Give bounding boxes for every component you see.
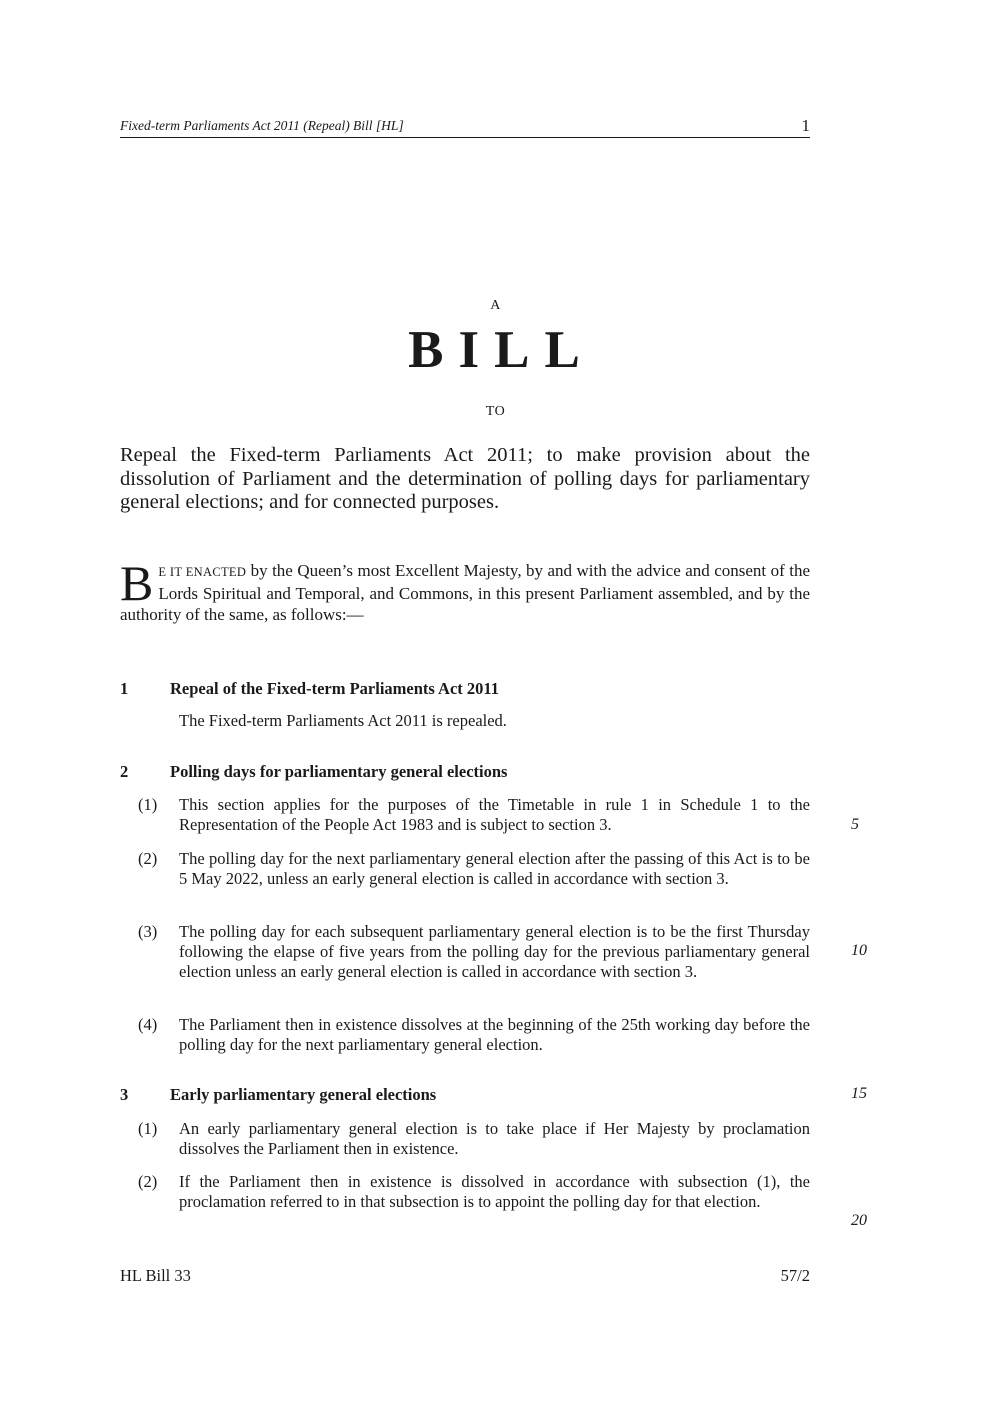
subsection-number: (2) bbox=[138, 849, 158, 868]
bill-title: BILL bbox=[408, 321, 595, 379]
subsection-text: An early parliamentary general election is to take place if Her Majesty by proclamation dissolves the Parliament then in existence. bbox=[179, 1119, 810, 1158]
subsection-text: The Parliament then in existence dissolves at the beginning of the 25th working day before the polling day for the next parliamentary general election. bbox=[179, 1015, 810, 1054]
section-text: The Fixed-term Parliaments Act 2011 is repealed. bbox=[179, 711, 507, 730]
long-title: Repeal the Fixed-term Parliaments Act 2011; to make provision about the dissolution of Parliament and the determination of polling days for parliamentary general elections; and for connected purposes. bbox=[120, 444, 810, 513]
section-number: 1 bbox=[120, 679, 129, 698]
subsection-text: This section applies for the purposes of the Timetable in rule 1 in Schedule 1 to the Representation of the People Act 1983 and is subject to section 3. bbox=[179, 795, 810, 834]
section-heading: Early parliamentary general elections bbox=[170, 1085, 437, 1104]
line-number: 20 bbox=[851, 1212, 867, 1229]
running-head-title: Fixed-term Parliaments Act 2011 (Repeal) Bill [HL] bbox=[120, 118, 404, 133]
section-heading: Polling days for parliamentary general elections bbox=[170, 762, 508, 781]
subsection-number: (1) bbox=[138, 795, 158, 814]
subsection-text: The polling day for the next parliamentary general election after the passing of this Act is to be 5 May 2022, unless an early general election is called in accordance with section 3. bbox=[179, 849, 810, 888]
running-head bbox=[120, 116, 810, 138]
subsection-number: (2) bbox=[138, 1172, 158, 1191]
session-reference: 57/2 bbox=[780, 1266, 810, 1285]
line-number: 10 bbox=[851, 942, 867, 959]
subsection-number: (4) bbox=[138, 1015, 158, 1034]
bill-reference: HL Bill 33 bbox=[120, 1266, 191, 1285]
enacting-formula bbox=[120, 555, 810, 625]
subsection-text: The polling day for each subsequent parliamentary general election is to be the first Thursday following the elapse of five years from the polling day for the previous parliamentary general election unless an early general election is called in accordance with section 3. bbox=[179, 922, 810, 981]
drop-cap: B bbox=[120, 555, 154, 611]
line-number: 5 bbox=[851, 816, 859, 833]
enacting-text: by the Queen’s most Excellent Majesty, by and with the advice and consent of the Lords Spiritual and Temporal, and Commons, in this present Parliament assembled, and by the authority of the same, as follows:— bbox=[120, 561, 810, 624]
section-heading: Repeal of the Fixed-term Parliaments Act 2011 bbox=[170, 679, 500, 698]
section-number: 2 bbox=[120, 762, 129, 781]
subsection-number: (1) bbox=[138, 1119, 158, 1138]
section-number: 3 bbox=[120, 1085, 129, 1104]
enacting-small-caps: E IT ENACTED bbox=[158, 565, 247, 579]
line-number: 15 bbox=[851, 1085, 867, 1102]
page-number: 1 bbox=[801, 116, 810, 135]
subsection-number: (3) bbox=[138, 922, 158, 941]
a-word: A bbox=[490, 298, 501, 313]
to-word: TO bbox=[485, 404, 506, 419]
subsection-text: If the Parliament then in existence is dissolved in accordance with subsection (1), the proclamation referred to in that subsection is to appoint the polling day for that election. bbox=[179, 1172, 810, 1211]
